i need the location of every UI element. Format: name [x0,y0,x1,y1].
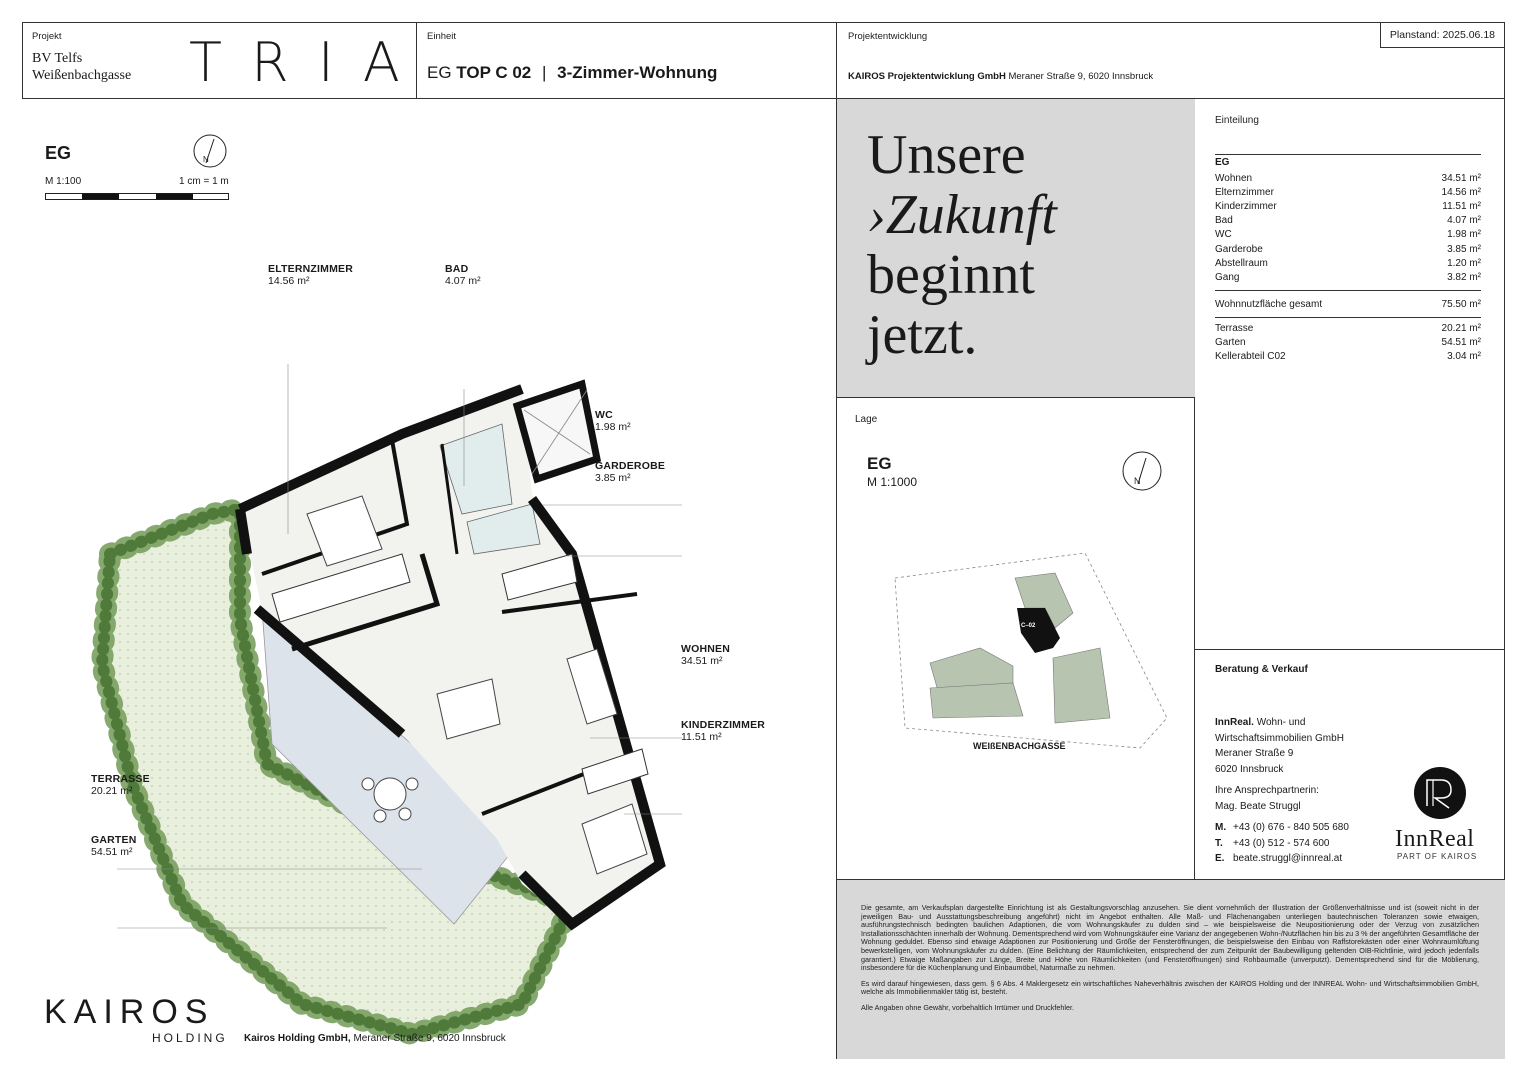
site-street-label: WEIßENBACHGASSE [973,741,1066,751]
svg-text:N: N [1134,476,1141,486]
table-row [1215,199,1481,213]
table-row [1215,335,1481,349]
room-label-bad [445,263,481,287]
table-row [1215,214,1481,228]
disclaimer-p2: Es wird darauf hingewiesen, dass gem. § 6 Abs. 4 Maklergesetz ein wirtschaftliches Naheverhältnis zwischen der KAIROS Holding und der INNREAL Wohn- und Wirtschaftsimmobilien GmbH, welche als Immobilienmakler tätig ist, besteht. [861,978,1479,997]
developer-line [848,71,1153,82]
beratung-company-line1 [1215,715,1349,731]
footer-company-line [244,1033,506,1044]
kairos-logo-sub: HOLDING [152,1031,228,1045]
beratung-mobile[interactable] [1215,820,1349,836]
room-name: KINDERZIMMER [681,719,766,731]
room-label-garten [91,834,137,858]
room-area: 54.51 m² [91,846,133,858]
einteilung-group: EG [1215,157,1230,168]
plan-scale-note: 1 cm = 1 m [179,176,229,187]
table-row [1215,242,1481,256]
einteilung-extras [1215,321,1481,364]
beratung-city: 6020 Innsbruck [1215,763,1284,775]
innreal-logo-sub: PART OF KAIROS [1397,852,1478,861]
right-column [836,99,1505,1059]
tria-logo: T R I A [189,31,406,94]
room-area: 4.07 m² [445,275,481,287]
north-arrow-icon [1121,450,1163,492]
row-name: WC [1215,229,1232,241]
row-name: Garten [1215,336,1246,348]
room-label-kinderzimmer [681,719,765,743]
room-name: TERRASSE [91,773,150,785]
svg-text:N: N [203,155,209,164]
beratung-company-bold: InnReal. [1215,717,1254,728]
footer-company: Kairos Holding GmbH, [244,1033,351,1044]
row-value: 3.85 m² [1447,243,1481,255]
total-name: Wohnnutzfläche gesamt [1215,298,1323,310]
room-name: ELTERNZIMMER [268,263,354,275]
header-divider [416,23,417,98]
slogan-text [867,125,1057,365]
room-area: 1.98 m² [595,421,631,433]
einheit-separator: | [542,63,547,82]
slogan-line1: Unsere [867,124,1026,186]
beratung-email[interactable] [1215,851,1349,867]
einheit-title [427,63,717,83]
room-area: 11.51 m² [681,731,722,743]
table-row [1215,349,1481,363]
row-value: 14.56 m² [1441,186,1481,198]
slogan-panel [837,99,1195,397]
plan-floor-label: EG [45,143,72,163]
projekt-name [32,50,131,84]
row-value: 1.98 m² [1447,229,1481,241]
projekt-line2: Weißenbachgasse [32,68,132,83]
row-name: Kellerabteil C02 [1215,350,1286,362]
row-name: Abstellraum [1215,257,1268,269]
slogan-marker: › [867,184,886,246]
einteilung-table [1215,171,1481,285]
room-label-wc [595,409,631,433]
header-bar [22,22,1505,99]
row-value: 3.04 m² [1447,350,1481,362]
einteilung-panel [1195,99,1505,649]
row-name: Terrasse [1215,322,1254,334]
rule [1215,154,1481,155]
room-label-garderobe [595,460,665,484]
row-value: 34.51 m² [1441,172,1481,184]
table-row [1215,297,1481,311]
einheit-floor: EG [427,63,452,82]
projektentwicklung-label: Projektentwicklung [848,31,928,42]
row-value: 54.51 m² [1441,336,1481,348]
row-value: 11.51 m² [1442,200,1481,212]
email-value: beate.struggl@innreal.at [1233,853,1343,864]
slogan-line2 [867,185,1057,245]
row-name: Wohnen [1215,172,1253,184]
einteilung-total [1215,297,1481,311]
room-label-elternzimmer [268,263,353,287]
developer-name: KAIROS Projektentwicklung GmbH [848,71,1006,82]
scale-bar [45,193,229,201]
planstand-badge: Planstand: 2025.06.18 [1380,22,1505,48]
table-row [1215,228,1481,242]
developer-address: Meraner Straße 9, 6020 Innsbruck [1008,71,1154,82]
room-area: 20.21 m² [91,785,133,797]
einheit-type: 3-Zimmer-Wohnung [557,63,718,82]
row-value: 4.07 m² [1447,215,1481,227]
room-label-terrasse [91,773,150,797]
row-name: Elternzimmer [1215,186,1274,198]
lage-label: Lage [855,414,878,425]
row-name: Gang [1215,271,1240,283]
beratung-title: Beratung & Verkauf [1215,664,1308,675]
innreal-logo-text: InnReal [1395,826,1475,852]
beratung-address [1215,715,1349,867]
table-row [1215,270,1481,284]
slogan-line4: jetzt. [867,304,978,366]
kairos-logo: KAIROS [44,993,215,1031]
room-area: 3.85 m² [595,472,631,484]
table-row [1215,185,1481,199]
room-name: BAD [445,263,469,275]
room-area: 14.56 m² [268,275,310,287]
table-row [1215,321,1481,335]
rule [1215,290,1481,291]
room-name: GARDEROBE [595,460,666,472]
einheit-top: TOP C 02 [456,63,532,82]
row-value: 20.21 m² [1441,322,1481,334]
einheit-label: Einheit [427,31,457,42]
table-row [1215,171,1481,185]
disclaimer-panel [837,879,1505,1059]
projekt-label: Projekt [32,31,62,42]
einteilung-title: Einteilung [1215,115,1259,126]
total-value: 75.50 m² [1441,298,1481,310]
room-name: WOHNEN [681,643,731,655]
email-label: E. [1215,853,1225,864]
lage-floor: EG [867,454,892,473]
floor-plan-section [22,99,837,1059]
footer-address: Meraner Straße 9, 6020 Innsbruck [353,1033,506,1044]
floor-plan-drawing [62,264,682,1054]
room-label-wohnen [681,643,730,667]
disclaimer-p3: Alle Angaben ohne Gewähr, vorbehaltlich Irrtümer und Druckfehler. [861,1002,1074,1012]
beratung-contact-name: Mag. Beate Struggl [1215,800,1301,812]
mobile-value: +43 (0) 676 - 840 505 680 [1233,822,1349,833]
mobile-label: M. [1215,822,1227,833]
row-name: Garderobe [1215,243,1263,255]
lage-scale: M 1:1000 [867,475,918,489]
table-row [1215,256,1481,270]
row-value: 3.82 m² [1447,271,1481,283]
slogan-line3: beginnt [867,244,1035,306]
projekt-line1: BV Telfs [32,51,83,66]
phone-value: +43 (0) 512 - 574 600 [1233,837,1330,849]
phone-label: T. [1215,837,1223,849]
beratung-phone[interactable] [1215,836,1349,852]
plan-scale: M 1:100 [45,176,82,187]
rule [1215,317,1481,318]
room-name: GARTEN [91,834,137,846]
lage-panel [837,397,1195,879]
site-plan [885,548,1175,758]
innreal-logo-icon [1413,766,1467,820]
slogan-line2-text: Zukunft [885,184,1057,246]
row-name: Kinderzimmer [1215,200,1277,212]
beratung-contact-label: Ihre Ansprechpartnerin: [1215,785,1319,796]
beratung-street: Meraner Straße 9 [1215,748,1294,759]
beratung-company-rest: Wohn- und [1256,717,1306,728]
row-name: Bad [1215,215,1233,227]
row-value: 1.20 m² [1447,257,1481,269]
room-name: WC [595,409,613,421]
beratung-company-line2: Wirtschaftsimmobilien GmbH [1215,732,1344,744]
header-divider [836,23,837,98]
beratung-panel [1195,649,1505,879]
disclaimer-p1: Die gesamte, am Verkaufsplan dargestellte Einrichtung ist als Gestaltungsvorschlag anzusehen. Sie dient vornehmlich der Illustration der Größenverhältnisse und ist (soweit nicht in der jeweiligen Bau- und Ausstattungsbeschreibung angeführt) nicht im Angebot enthalten. Alle Maß- und Flächenangaben unterliegen bautechnischen Toleranzen sowie etwaigen, ausführungstechnisch bedingten baulichen Adaptionen, die vom Wohnungskäufer zu dulden sind – wie beispielsweise die Neupositionierung oder der Verzug von zusätzlichen Installationsschächten innerhalb der Wohnung. Dementsprechend wird vom Wohnungskäufer eine Varianz der angegebenen Wohn-/Nutzflächen hin bis zu 3 % der angeführten Gesamtfläche der Wohnung geduldet. Ebenso sind etwaige Adaptionen zur Positionierung und Größe der Fensteröffnungen, die beispielsweise den Einbau von Raffstorekästen oder einer Wohnraumlüftung bewerkstelligen, vom Wohnungskäufer zu dulden. (Eine Belichtung der Räumlichkeiten, entsprechend der zum Zeitpunkt der Baubewilligung geltenden OIB-Richtlinie, wird jedoch jedenfalls garantiert.) Etwaige Maßangaben zur Länge, Breite und Höhe von Räumlichkeiten (und Fensteröffnungen) sind Rohbaumaße (unverputzt). Dementsprechend sind für die Möblierung, insbesondere für die Küchenplanung und Einbaumöbel, Naturmaße zu nehmen. [861,903,1479,973]
room-area: 34.51 m² [681,655,723,667]
site-unit-tag: C–02 [1021,623,1036,629]
north-arrow-icon [192,133,228,169]
